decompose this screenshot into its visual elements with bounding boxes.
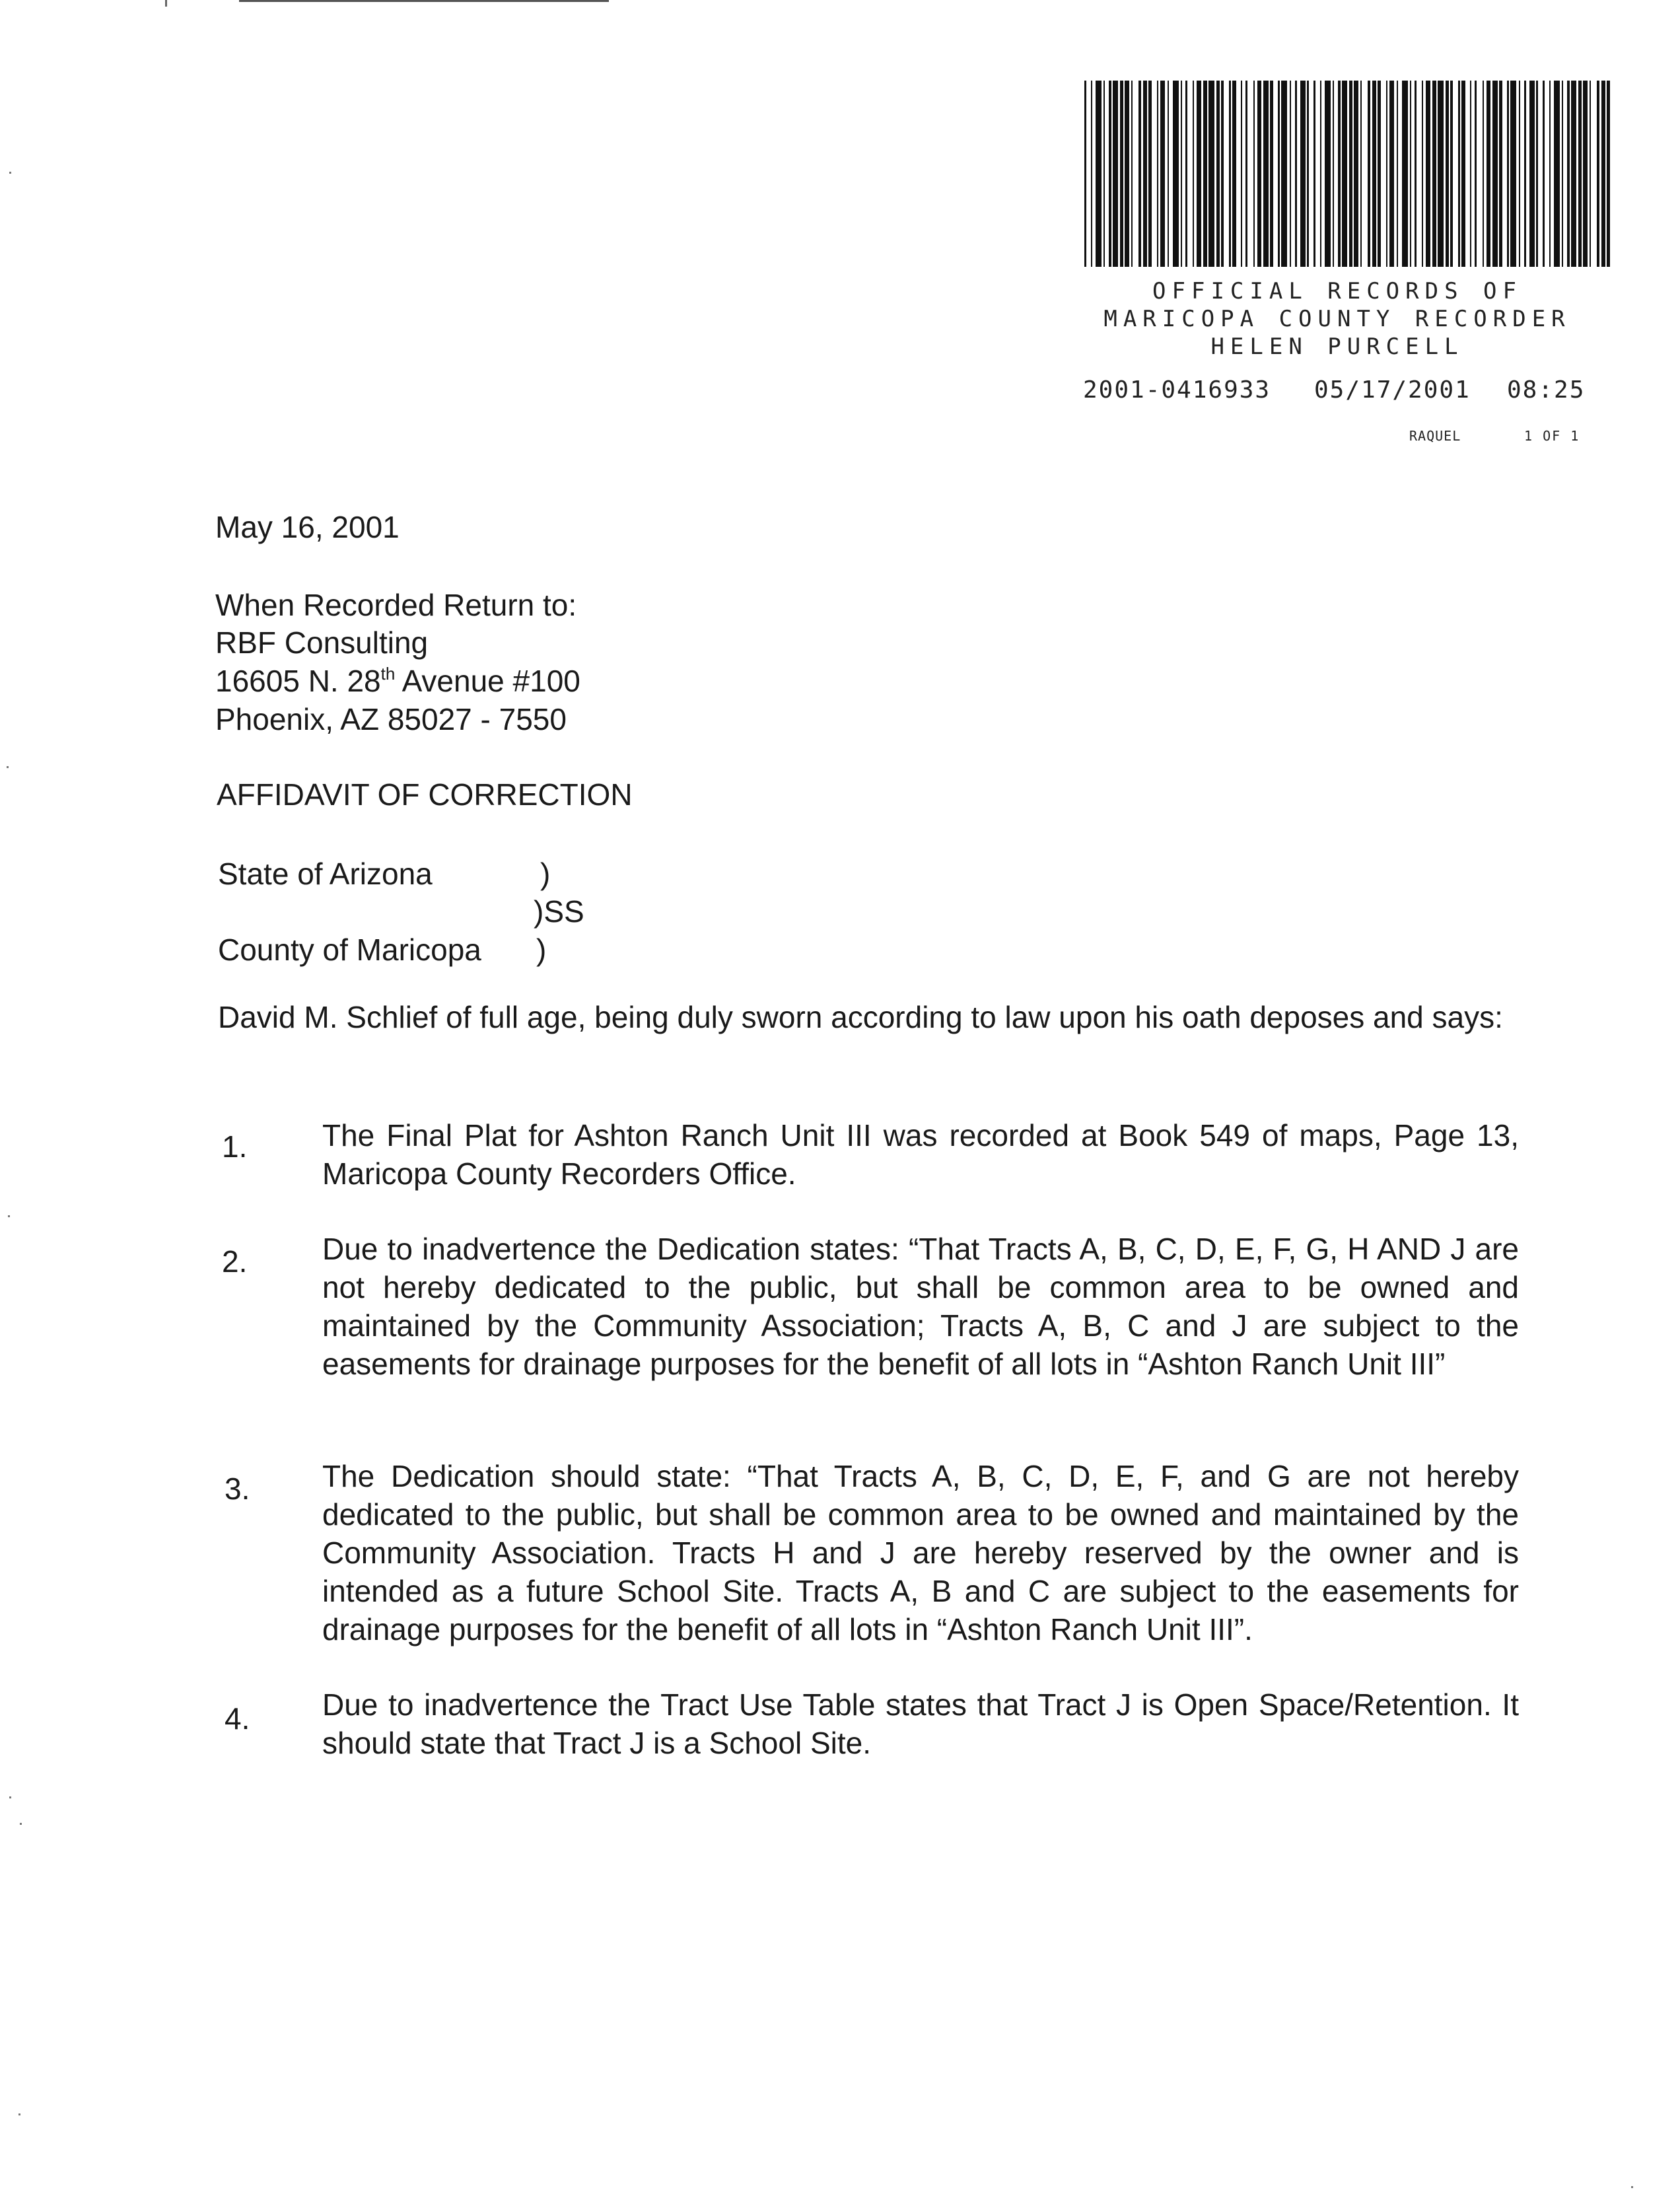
return-heading: When Recorded Return to: [215, 588, 577, 622]
barcode-bar [1109, 81, 1111, 267]
barcode-bar [1278, 81, 1280, 267]
barcode-bar [1450, 81, 1453, 267]
barcode-bar [1529, 81, 1535, 267]
item-number-2: 2. [222, 1244, 248, 1279]
barcode-bar [1397, 81, 1398, 267]
barcode-bar [1193, 81, 1194, 267]
item-text-1: The Final Plat for Ashton Ranch Unit III was recorded at Book 549 of maps, Page 13, Maricopa County Recorders Office. [322, 1118, 1519, 1191]
barcode-bar [1342, 81, 1347, 267]
venue-state: State of Arizona [218, 857, 433, 891]
item-number-3: 3. [225, 1471, 250, 1506]
return-street-number: 16605 N. 28 [215, 664, 381, 698]
barcode-bar [1360, 81, 1362, 267]
barcode-bar [1422, 81, 1423, 267]
barcode-bar [1325, 81, 1331, 267]
barcode-bar [1216, 81, 1220, 267]
venue-county: County of Maricopa [218, 933, 481, 967]
barcode-bar [1410, 81, 1411, 267]
barcode-bar [1203, 81, 1207, 267]
barcode-bar [1103, 81, 1105, 267]
barcode-bar [1368, 81, 1370, 267]
recorder-line-3: HELEN PURCELL [1210, 334, 1464, 360]
barcode-bar [1245, 81, 1247, 267]
barcode-bar [1378, 81, 1381, 267]
item-text-4: Due to inadvertence the Tract Use Table states that Tract J is Open Space/Retention. It should state that Tract J is a School Site. [322, 1687, 1519, 1760]
barcode-bar [1168, 81, 1169, 267]
barcode-bar [1507, 81, 1509, 267]
barcode-bar [1143, 81, 1147, 267]
barcode-bar [1333, 81, 1334, 267]
barcode-bar [1607, 81, 1610, 267]
scan-speck [7, 766, 9, 768]
barcode-bar [1583, 81, 1588, 267]
barcode-bar [1281, 81, 1287, 267]
barcode-bar [1389, 81, 1394, 267]
barcode-bar [1571, 81, 1576, 267]
barcode-bar [1257, 81, 1261, 267]
barcode-bar [1519, 81, 1520, 267]
barcode-bar [1091, 81, 1092, 267]
barcode-bar [1270, 81, 1273, 267]
barcode-bar [1432, 81, 1436, 267]
barcode-bar [1313, 81, 1315, 267]
barcode-bar [1549, 81, 1551, 267]
barcode-bar [1483, 81, 1484, 267]
barcode-bar [1160, 81, 1165, 267]
barcode-bar [1084, 81, 1086, 267]
barcode-bar [1113, 81, 1118, 267]
barcode-bar [1458, 81, 1460, 267]
recorder-stamp [1030, 277, 1644, 444]
return-street-suffix: th [380, 664, 396, 684]
barcode-bar [1290, 81, 1291, 267]
barcode-bar [1601, 81, 1605, 267]
barcode-bar [1402, 81, 1408, 267]
recorder-line-1: OFFICIAL RECORDS OF [1152, 278, 1522, 304]
barcode-bar [1461, 81, 1465, 267]
barcode-bar [1148, 81, 1152, 267]
scan-speck [20, 1823, 22, 1825]
barcode-bar [1263, 81, 1269, 267]
recording-clerk: RAQUEL [1409, 428, 1461, 444]
barcode-bar [1372, 81, 1376, 267]
barcode [1084, 81, 1611, 267]
barcode-bar [1426, 81, 1430, 267]
affiant-intro: David M. Schlief of full age, being duly sworn according to law upon his oath deposes and says: [218, 1000, 1503, 1034]
barcode-bar [1173, 81, 1179, 267]
item-number-1: 1. [222, 1129, 248, 1164]
barcode-bar [1125, 81, 1129, 267]
barcode-bar [1349, 81, 1352, 267]
return-street-rest: Avenue #100 [395, 664, 580, 698]
venue-paren-top: ) [540, 857, 551, 891]
barcode-bar [1510, 81, 1516, 267]
barcode-bar [1524, 81, 1526, 267]
barcode-bar [1157, 81, 1158, 267]
scan-speck [9, 1796, 11, 1798]
barcode-bar [1241, 81, 1242, 267]
barcode-bar [1475, 81, 1477, 267]
scan-mark [165, 0, 167, 7]
barcode-bar [1470, 81, 1471, 267]
barcode-bar [1499, 81, 1502, 267]
barcode-bar [1096, 81, 1102, 267]
return-city: Phoenix, AZ 85027 - 7550 [215, 702, 567, 736]
barcode-bar [1536, 81, 1538, 267]
barcode-bar [1597, 81, 1599, 267]
barcode-bar [1232, 81, 1236, 267]
page-count: 1 OF 1 [1524, 428, 1580, 444]
barcode-bar [1543, 81, 1545, 267]
item-number-4: 4. [225, 1701, 250, 1736]
barcode-bar [1554, 81, 1560, 267]
barcode-bar [1446, 81, 1449, 267]
barcode-bar [1229, 81, 1231, 267]
recorded-time: 08:25 [1507, 376, 1586, 404]
document-number: 2001-0416933 [1083, 376, 1271, 404]
barcode-bar [1185, 81, 1187, 267]
barcode-bar [1300, 81, 1306, 267]
barcode-bar [1415, 81, 1417, 267]
barcode-bar [1253, 81, 1255, 267]
venue-paren-bottom: ) [536, 933, 547, 967]
return-name: RBF Consulting [215, 625, 429, 660]
recorded-date: 05/17/2001 [1314, 376, 1471, 404]
barcode-bar [1120, 81, 1123, 267]
barcode-bar [1562, 81, 1563, 267]
barcode-bar [1338, 81, 1341, 267]
barcode-bar [1487, 81, 1490, 267]
barcode-bar [1492, 81, 1498, 267]
barcode-bar [1578, 81, 1582, 267]
barcode-bar [1386, 81, 1387, 267]
barcode-bar [1354, 81, 1358, 267]
return-street [215, 662, 580, 699]
barcode-bar [1197, 81, 1201, 267]
scan-speck [1631, 2186, 1633, 2188]
barcode-bar [1438, 81, 1444, 267]
scan-speck [9, 172, 11, 174]
barcode-bar [1138, 81, 1141, 267]
scan-speck [18, 2113, 20, 2115]
barcode-bar [1208, 81, 1214, 267]
top-rule-line [239, 0, 609, 2]
item-text-2: Due to inadvertence the Dedication states: “That Tracts A, B, C, D, E, F, G, H AND J are not hereby dedicated to the public, but shall be common area to be owned and maintained by the Community Association; Tracts A, B, C and J are subject to the easements for drainage purposes for the benefit of all lots in “Ashton Ranch Unit III” [322, 1232, 1519, 1381]
barcode-bar [1221, 81, 1224, 267]
recorder-line-2: MARICOPA COUNTY RECORDER [1103, 306, 1571, 332]
barcode-bar [1320, 81, 1321, 267]
barcode-bar [1567, 81, 1570, 267]
letter-date: May 16, 2001 [215, 510, 400, 544]
barcode-bar [1307, 81, 1309, 267]
barcode-bar [1590, 81, 1591, 267]
barcode-bar [1131, 81, 1133, 267]
document-title: AFFIDAVIT OF CORRECTION [217, 777, 633, 812]
scan-speck [8, 1215, 10, 1217]
barcode-bar [1295, 81, 1297, 267]
venue-ss: )SS [534, 894, 584, 929]
barcode-bar [1181, 81, 1182, 267]
item-text-3: The Dedication should state: “That Tracts A, B, C, D, E, F, and G are not hereby dedicated to the public, but shall be common area to be owned and maintained by the Community Association. Tracts H and J are hereby reserved by the owner and is intended as a future School Site. Tracts A, B and C are subject to the easements for drainage purposes for the benefit of all lots in “Ashton Ranch Unit III”. [322, 1459, 1519, 1647]
